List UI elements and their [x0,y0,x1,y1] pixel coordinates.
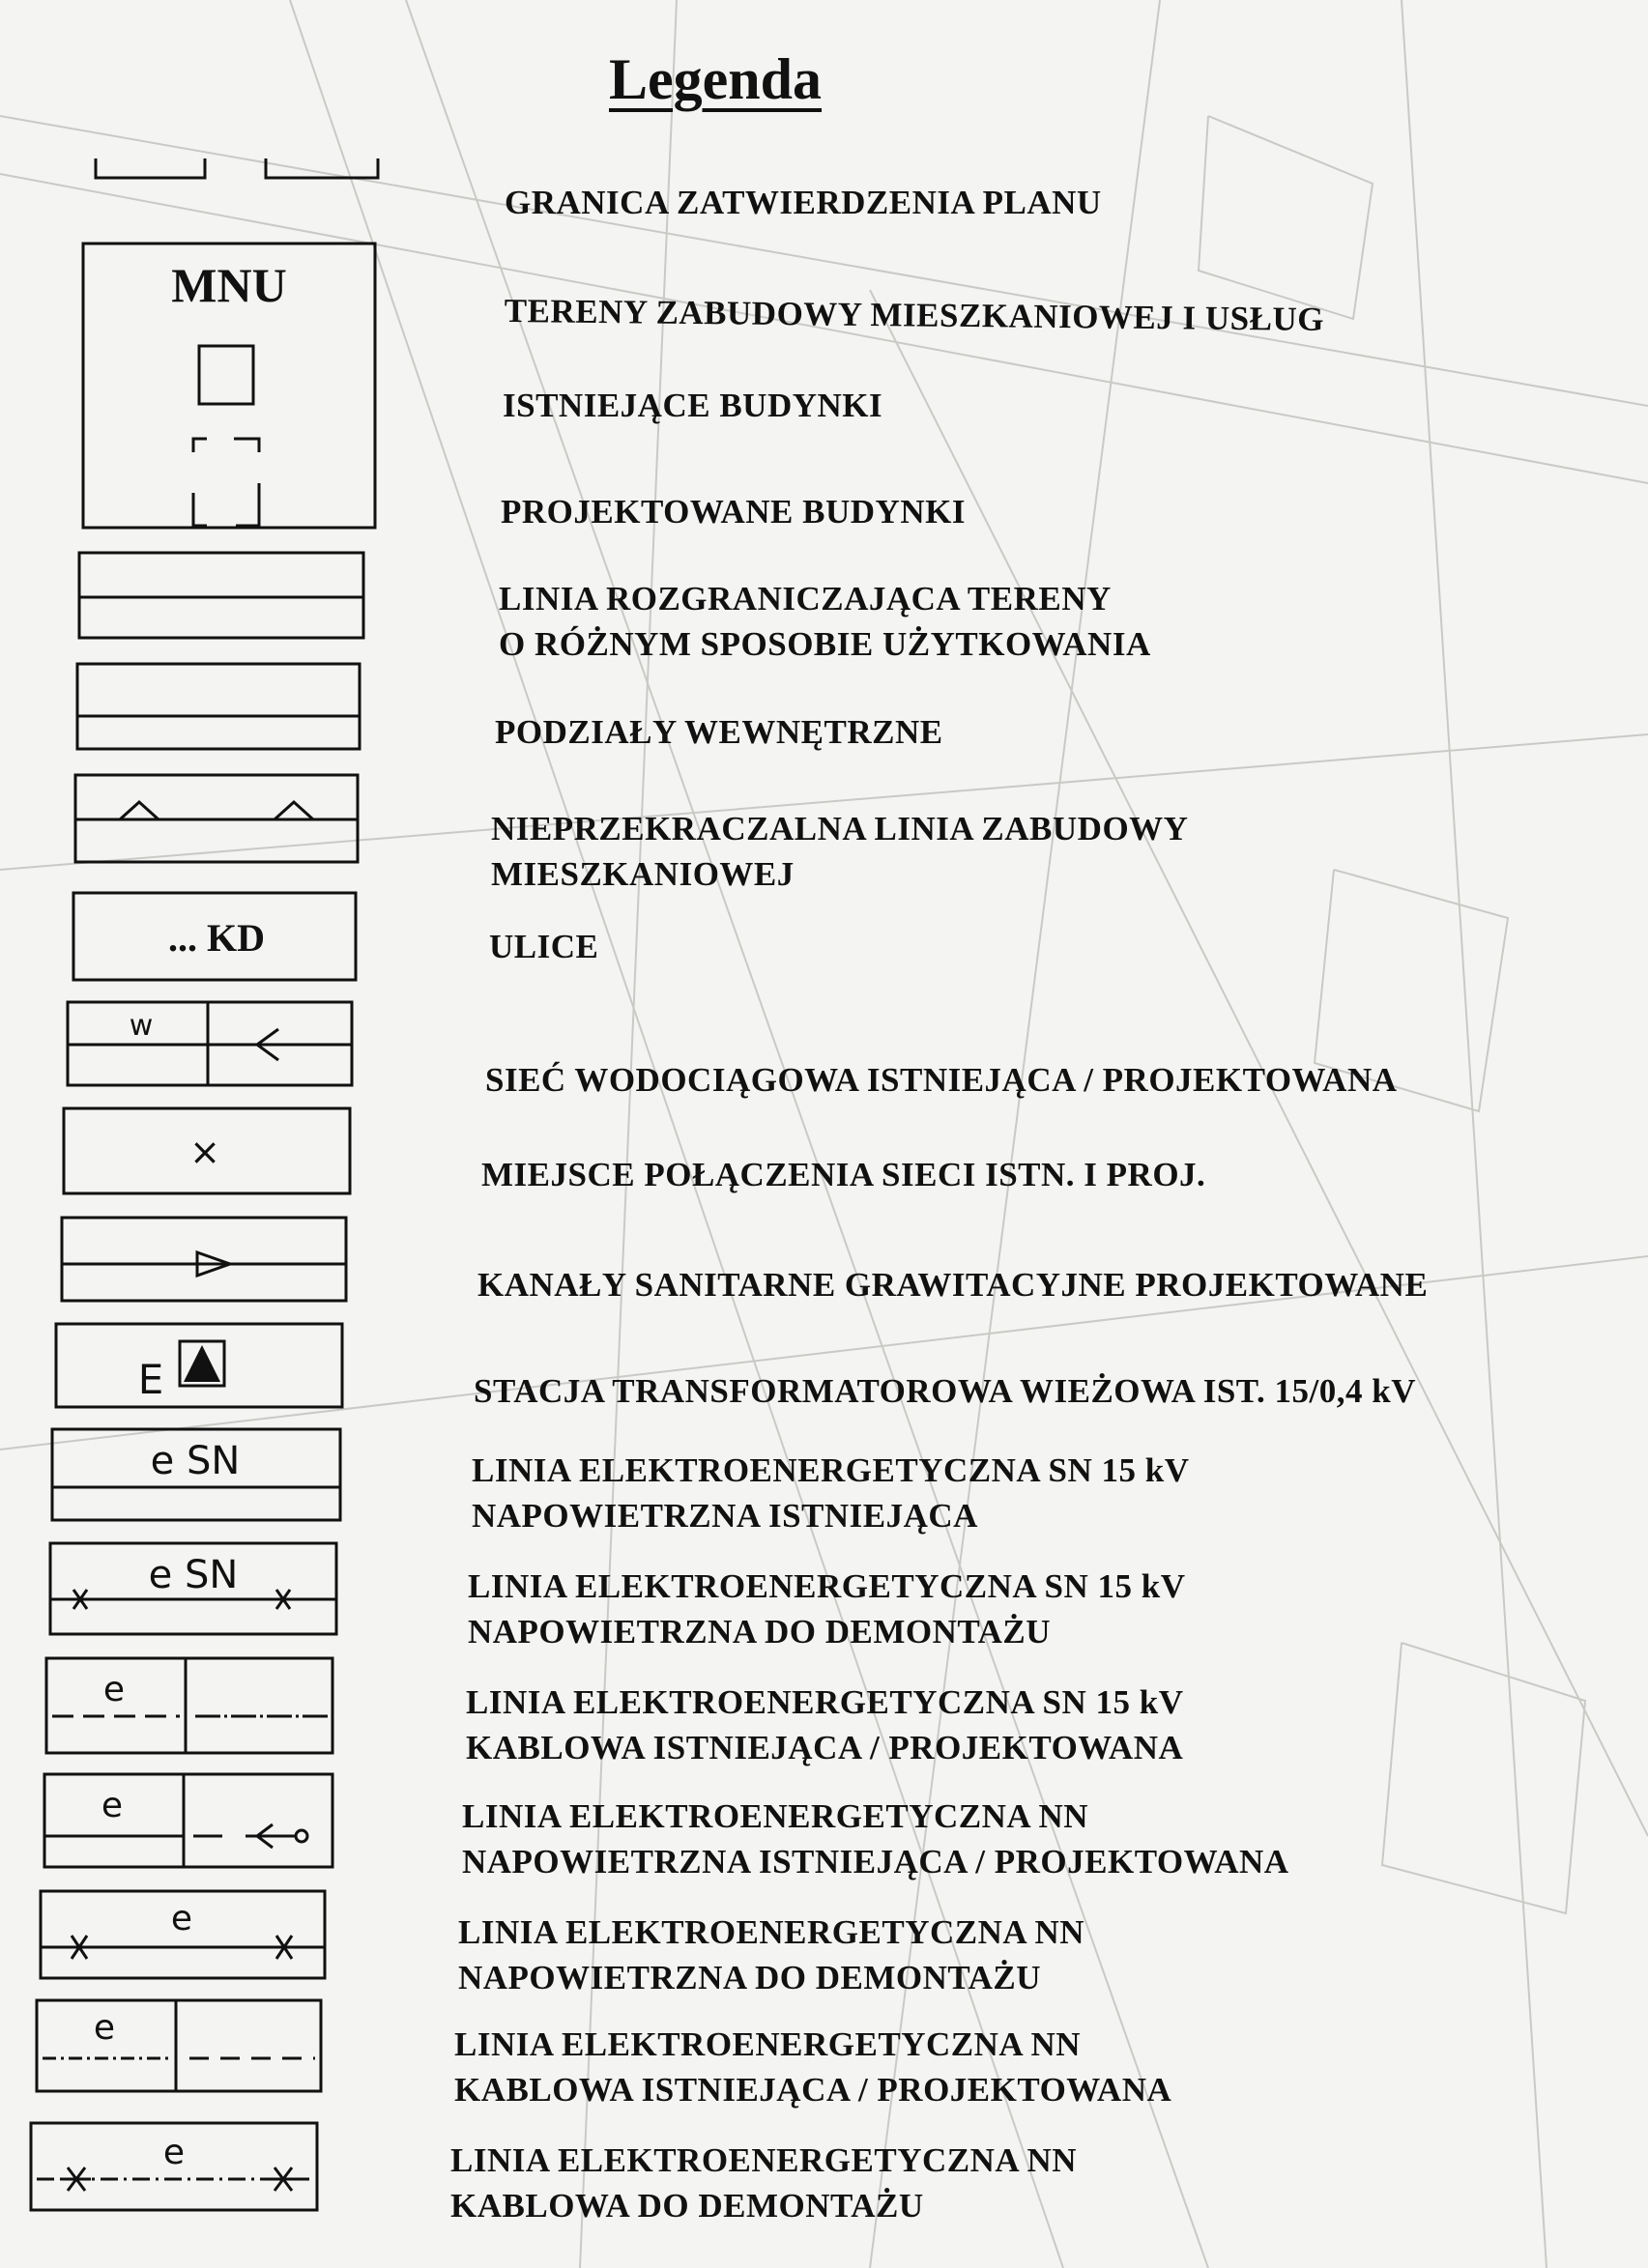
label-line: STACJA TRANSFORMATOROWA WIEŻOWA IST. 15/0,4 kV [474,1372,1417,1410]
w-text: w [129,1009,154,1043]
granica-symbol [92,155,387,188]
kanaly-sanitarne-symbol [60,1216,350,1305]
label-line: LINIA ELEKTROENERGETYCZNA NN [454,2025,1082,2063]
e-text-5: e [162,2133,186,2172]
siec-wodociagowa-symbol [66,1000,356,1089]
label-ulice [489,924,598,969]
label-line: NAPOWIETRZNA ISTNIEJĄCA [472,1497,978,1535]
esn-text-2: e SN [148,1553,239,1597]
label-line: MIESZKANIOWEJ [491,855,795,893]
label-projektowane-budynki [501,489,966,534]
label-line: KABLOWA DO DEMONTAŻU [450,2187,924,2225]
label-line: LINIA ELEKTROENERGETYCZNA NN [462,1797,1089,1835]
label-line: GRANICA ZATWIERDZENIA PLANU [505,184,1102,221]
label-tereny-zabudowy [505,288,1325,342]
label-line: KABLOWA ISTNIEJĄCA / PROJEKTOWANA [454,2071,1172,2109]
e-text-2: e [101,1786,124,1825]
label-istniejace-budynki [503,383,882,428]
label-nn-napowietrzna-dem [458,1909,1084,2000]
label-line: LINIA ELEKTROENERGETYCZNA NN [458,1913,1085,1951]
label-nn-kablowa-dem [450,2138,1077,2228]
e-capital-text: E [137,1356,164,1403]
label-podzialy [495,709,943,755]
nn-kablowa-symbol [35,1998,325,2095]
label-line: KANAŁY SANITARNE GRAWITACYJNE PROJEKTOWANE [477,1266,1429,1304]
podzialy-symbol [75,662,363,753]
label-siec-wodociagowa [485,1057,1398,1103]
label-line: NIEPRZEKRACZALNA LINIA ZABUDOWY [491,810,1189,847]
label-line: PROJEKTOWANE BUDYNKI [501,493,966,531]
label-line: LINIA ELEKTROENERGETYCZNA SN 15 kV [466,1683,1184,1721]
label-miejsce-polaczenia [481,1152,1205,1197]
kd-text: ... KD [168,916,265,960]
label-line: TERENY ZABUDOWY MIESZKANIOWEJ I USŁUG [504,291,1325,338]
label-line: NAPOWIETRZNA DO DEMONTAŻU [468,1613,1052,1651]
label-line: NAPOWIETRZNA ISTNIEJĄCA / PROJEKTOWANA [462,1843,1289,1880]
esn-text-1: e SN [150,1439,241,1483]
label-stacja-transformatorowa [474,1368,1416,1414]
stacja-transformatorowa-symbol [54,1322,346,1411]
nn-napowietrzna-symbol [43,1772,336,1871]
label-nn-kablowa [454,2022,1171,2112]
e-text-4: e [93,2008,116,2048]
label-granica [505,180,1102,225]
label-kanaly-sanitarne [477,1262,1428,1307]
label-line: ISTNIEJĄCE BUDYNKI [503,387,883,424]
mnu-symbol [81,242,377,531]
e-text-1: e [102,1670,126,1709]
label-nieprzekraczalna [491,806,1188,897]
sn-napowietrzna-ist-symbol [50,1427,344,1524]
label-line: O RÓŻNYM SPOSOBIE UŻYTKOWANIA [499,625,1151,663]
label-line: LINIA ROZGRANICZAJĄCA TERENY [499,580,1112,617]
label-sn-kablowa [466,1679,1183,1770]
x-text: × [189,1131,220,1173]
sn-kablowa-symbol [44,1656,336,1757]
legend-title: Legenda [609,47,823,111]
nn-kablowa-dem-symbol [29,2121,321,2214]
label-sn-napowietrzna-dem [468,1564,1185,1654]
label-line: LINIA ELEKTROENERGETYCZNA SN 15 kV [468,1567,1186,1605]
label-line: KABLOWA ISTNIEJĄCA / PROJEKTOWANA [466,1729,1184,1766]
label-nn-napowietrzna [462,1794,1289,1884]
sn-napowietrzna-dem-symbol [48,1541,340,1638]
nn-napowietrzna-dem-symbol [39,1889,329,1982]
e-text-3: e [170,1899,193,1938]
label-line: ULICE [489,928,599,965]
label-line: LINIA ELEKTROENERGETYCZNA NN [450,2141,1078,2179]
mnu-text: MNU [171,258,287,312]
label-line: NAPOWIETRZNA DO DEMONTAŻU [458,1959,1042,1996]
nieprzekraczalna-symbol [73,773,361,868]
label-line: MIEJSCE POŁĄCZENIA SIECI ISTN. I PROJ. [481,1156,1206,1193]
label-line: LINIA ELEKTROENERGETYCZNA SN 15 kV [472,1451,1190,1489]
miejsce-polaczenia-symbol [62,1106,354,1197]
ulice-symbol [72,891,361,984]
linia-rozgraniczajaca-symbol [77,551,367,642]
label-sn-napowietrzna-ist [472,1448,1189,1538]
label-line: PODZIAŁY WEWNĘTRZNE [495,713,943,751]
label-line: SIEĆ WODOCIĄGOWA ISTNIEJĄCA / PROJEKTOWANA [485,1061,1398,1099]
label-linia-rozgraniczajaca [499,576,1151,667]
